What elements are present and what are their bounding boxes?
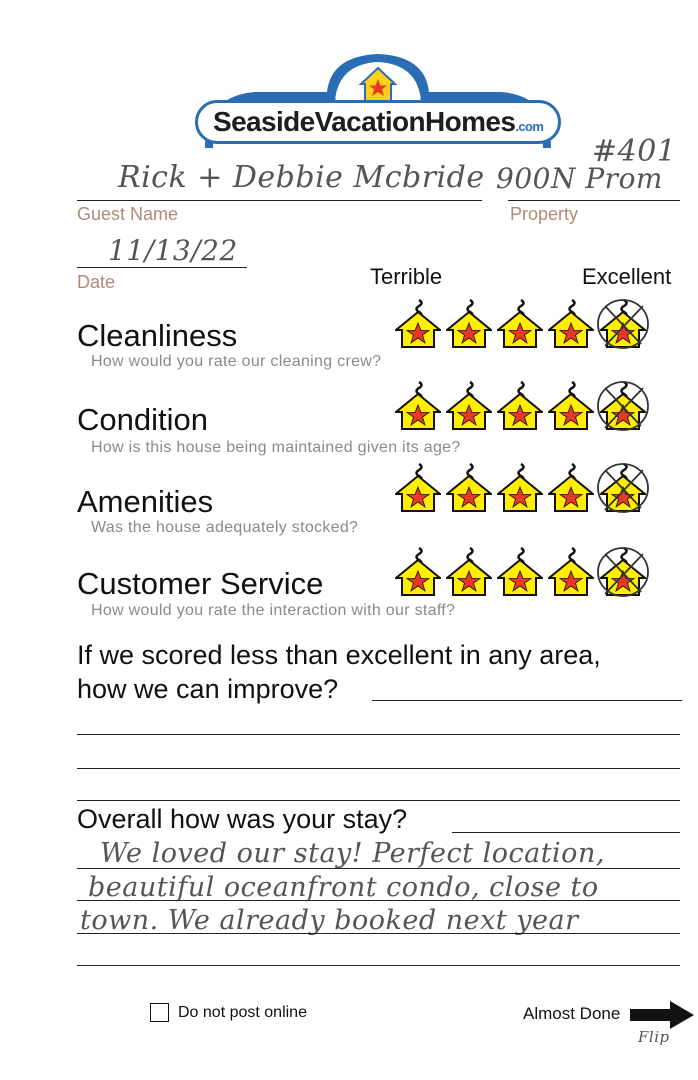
rating-category: Customer Service xyxy=(77,566,324,601)
property-label: Property xyxy=(510,204,579,224)
rating-house-icon[interactable] xyxy=(497,462,543,512)
brand-logo xyxy=(195,48,561,152)
guest-name-value[interactable]: Rick + Debbie Mcbride xyxy=(118,160,485,195)
rating-question: Was the house adequately stocked? xyxy=(91,519,359,536)
rating-house-icon[interactable] xyxy=(446,380,492,430)
rating-house-icon[interactable] xyxy=(446,462,492,512)
overall-answer-line-2[interactable]: beautiful oceanfront condo, close to xyxy=(88,872,599,903)
do-not-post-checkbox[interactable] xyxy=(150,1003,169,1022)
improve-question-line2: how we can improve? xyxy=(77,674,339,704)
rating-house-icon[interactable] xyxy=(395,298,441,348)
improve-question-line1: If we scored less than excellent in any area, xyxy=(77,640,601,670)
rating-house-icon[interactable] xyxy=(497,546,543,596)
rating-house-icon[interactable] xyxy=(548,462,594,512)
date-line xyxy=(77,267,247,268)
rating-house-icon[interactable] xyxy=(600,298,646,348)
rating-house-icon[interactable] xyxy=(600,462,646,512)
date-label: Date xyxy=(77,272,116,292)
overall-answer-line[interactable] xyxy=(452,832,680,833)
rating-house-icon[interactable] xyxy=(548,298,594,348)
rating-category: Amenities xyxy=(77,484,214,519)
improve-answer-line[interactable] xyxy=(77,768,680,769)
improve-answer-line[interactable] xyxy=(77,800,680,801)
rating-house-icon[interactable] xyxy=(395,380,441,430)
rating-category: Cleanliness xyxy=(77,318,238,353)
guest-name-label: Guest Name xyxy=(77,204,179,224)
overall-answer-line[interactable] xyxy=(77,965,680,966)
overall-answer-line[interactable] xyxy=(77,933,680,934)
rating-house-icon[interactable] xyxy=(497,380,543,430)
brand-name: SeasideVacationHomes xyxy=(213,106,516,137)
rating-category: Condition xyxy=(77,402,208,437)
scale-low-label: Terrible xyxy=(370,264,443,289)
scale-high-label: Excellent xyxy=(582,264,672,289)
rating-house-icon[interactable] xyxy=(395,546,441,596)
rating-house-icon[interactable] xyxy=(446,298,492,348)
rating-house-icon[interactable] xyxy=(395,462,441,512)
do-not-post-label: Do not post online xyxy=(178,1004,307,1021)
rating-house-icon[interactable] xyxy=(446,546,492,596)
improve-answer-line[interactable] xyxy=(77,734,680,735)
overall-answer-line[interactable] xyxy=(77,868,680,869)
overall-answer-line[interactable] xyxy=(77,900,680,901)
rating-house-icon[interactable] xyxy=(600,380,646,430)
improve-answer-line[interactable] xyxy=(372,700,682,701)
rating-house-icon[interactable] xyxy=(548,380,594,430)
overall-answer-line-3[interactable]: town. We already booked next year xyxy=(80,905,579,936)
rating-question: How would you rate the interaction with our staff? xyxy=(91,602,456,619)
date-value[interactable]: 11/13/22 xyxy=(108,234,238,267)
rating-house-icon[interactable] xyxy=(548,546,594,596)
guest-name-line xyxy=(77,200,482,201)
overall-question: Overall how was your stay? xyxy=(77,804,408,834)
brand-suffix: .com xyxy=(515,119,544,134)
rating-question: How is this house being maintained given its age? xyxy=(91,439,461,456)
property-value[interactable]: 900N Prom xyxy=(496,162,663,195)
overall-answer-line-1[interactable]: We loved our stay! Perfect location, xyxy=(100,838,605,869)
property-line xyxy=(508,200,680,201)
property-number: #401 xyxy=(592,134,677,169)
rating-question: How would you rate our cleaning crew? xyxy=(91,353,382,370)
flip-label[interactable]: Flip xyxy=(638,1028,670,1046)
almost-done-label[interactable]: Almost Done xyxy=(523,1004,621,1023)
rating-house-icon[interactable] xyxy=(497,298,543,348)
rating-house-icon[interactable] xyxy=(600,546,646,596)
